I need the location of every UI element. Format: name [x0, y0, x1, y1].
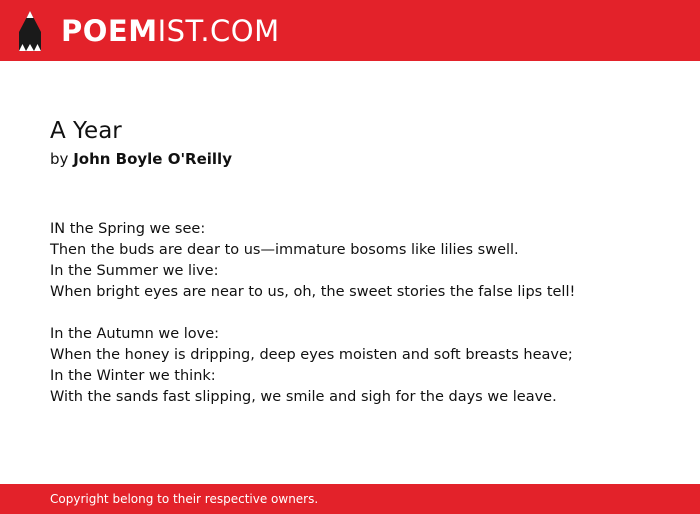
poem-line: IN the Spring we see: [50, 221, 206, 237]
site-header [0, 0, 700, 61]
site-footer [0, 484, 700, 514]
poem-author: John Boyle O'Reilly [73, 150, 232, 168]
poem-line: With the sands fast slipping, we smile and sigh for the days we leave. [50, 389, 557, 405]
poem-line: Then the buds are dear to us—immature bosoms like lilies swell. [50, 242, 519, 258]
pencil-icon [17, 10, 43, 52]
logo-text-light: IST.COM [157, 14, 280, 48]
byline-prefix: by [50, 150, 69, 168]
poem-line: In the Autumn we love: [50, 326, 220, 342]
poem-line: When the honey is dripping, deep eyes moisten and soft breasts heave; [50, 347, 573, 363]
poem-title: A Year [50, 118, 122, 144]
poem-line: In the Summer we live: [50, 263, 219, 279]
poem-stanza [50, 324, 670, 408]
poem-byline [50, 148, 232, 170]
poem-line: In the Winter we think: [50, 368, 216, 384]
logo-text-bold: POEM [61, 14, 158, 48]
poem-stanza [50, 219, 670, 303]
site-logo-link[interactable] [17, 9, 280, 53]
copyright-text: Copyright belong to their respective owners. [50, 492, 319, 506]
poem-line: When bright eyes are near to us, oh, the sweet stories the false lips tell! [50, 284, 576, 300]
poem-body [50, 219, 670, 429]
site-logo-text [61, 9, 280, 53]
